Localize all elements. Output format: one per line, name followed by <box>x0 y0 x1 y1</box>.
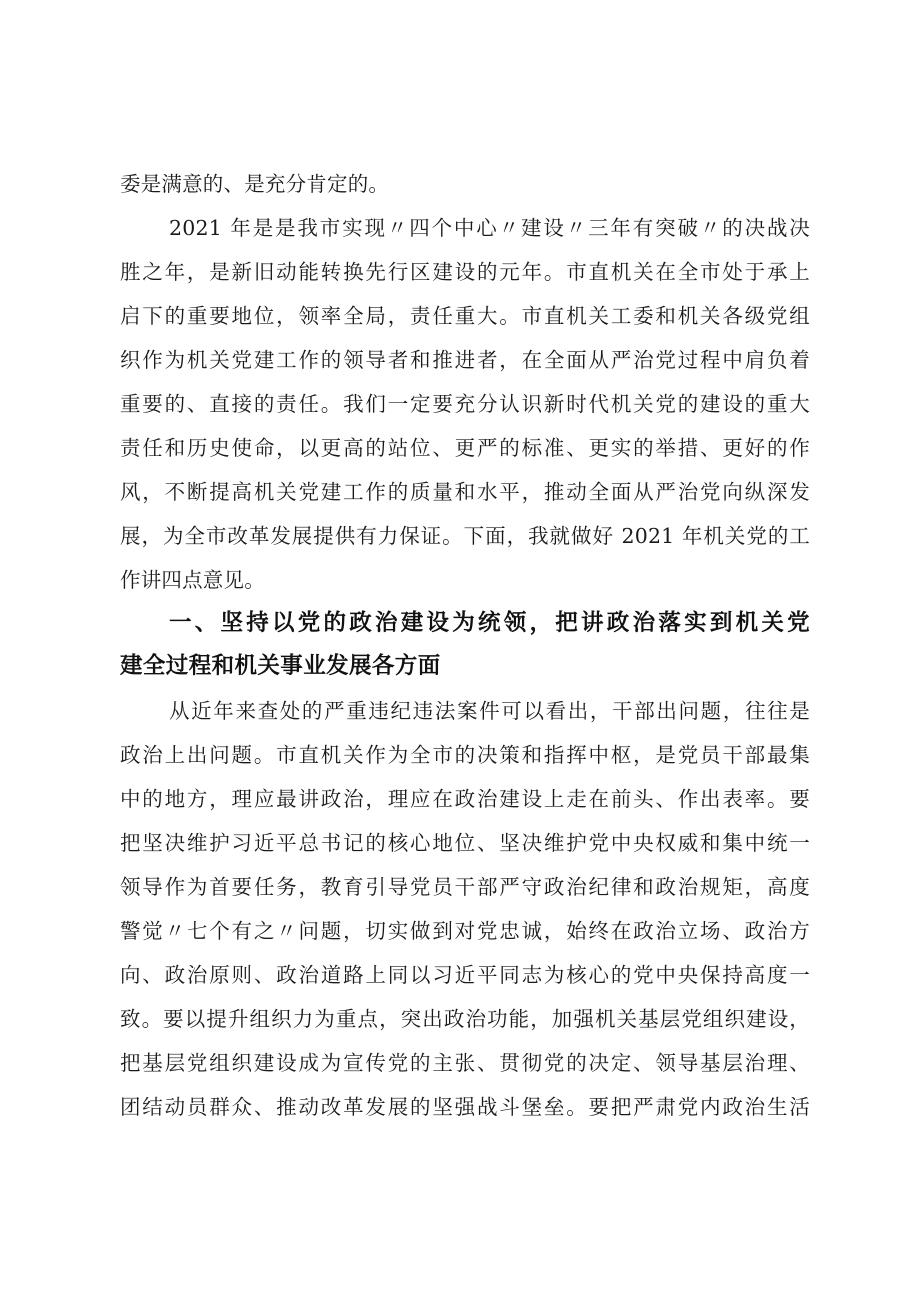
text-line: 向、政治原则、政治道路上同以习近平同志为核心的党中央保持高度一 <box>120 963 810 987</box>
text-line: 领导作为首要任务，教育引导党员干部严守政治纪律和政治规矩，高度 <box>120 875 810 899</box>
text-line: 责任和历史使命，以更高的站位、更严的标准、更实的举措、更好的作 <box>120 436 810 460</box>
section-heading-line: 一、坚持以党的政治建设为统领，把讲政治落实到机关党 <box>169 610 810 636</box>
text-line: 把基层党组织建设成为宣传党的主张、贯彻党的决定、领导基层治理、 <box>120 1051 810 1075</box>
text-line: 团结动员群众、推动改革发展的坚强战斗堡垒。要把严肃党内政治生活 <box>120 1095 810 1119</box>
text-line: 织作为机关党建工作的领导者和推进者，在全面从严治党过程中肩负着 <box>120 348 810 372</box>
text-line: 把坚决维护习近平总书记的核心地位、坚决维护党中央权威和集中统一 <box>120 831 810 855</box>
text-line: 致。要以提升组织力为重点，突出政治功能，加强机关基层党组织建设， <box>120 1007 810 1031</box>
text-line: 中的地方，理应最讲政治，理应在政治建设上走在前头、作出表率。要 <box>120 787 810 811</box>
text-line: 重要的、直接的责任。我们一定要充分认识新时代机关党的建设的重大 <box>120 392 810 416</box>
text-line: 警觉〃七个有之〃问题，切实做到对党忠诚，始终在政治立场、政治方 <box>120 919 810 943</box>
text-line: 从近年来查处的严重违纪违法案件可以看出，干部出问题，往往是 <box>169 699 810 723</box>
text-line: 作讲四点意见。 <box>120 568 265 592</box>
text-line: 2021 年是是我市实现〃四个中心〃建设〃三年有突破〃的决战决 <box>169 216 810 240</box>
text-line: 政治上出问题。市直机关作为全市的决策和指挥中枢，是党员干部最集 <box>120 743 810 767</box>
text-line: 展，为全市改革发展提供有力保证。下面，我就做好 2021 年机关党的工 <box>120 524 810 548</box>
text-line: 启下的重要地位，领率全局，责任重大。市直机关工委和机关各级党组 <box>120 304 810 328</box>
section-heading-line: 建全过程和机关事业发展各方面 <box>120 653 441 679</box>
text-line: 风，不断提高机关党建工作的质量和水平，推动全面从严治党向纵深发 <box>120 480 810 504</box>
text-line: 委是满意的、是充分肯定的。 <box>120 172 390 196</box>
text-line: 胜之年，是新旧动能转换先行区建设的元年。市直机关在全市处于承上 <box>120 260 810 284</box>
